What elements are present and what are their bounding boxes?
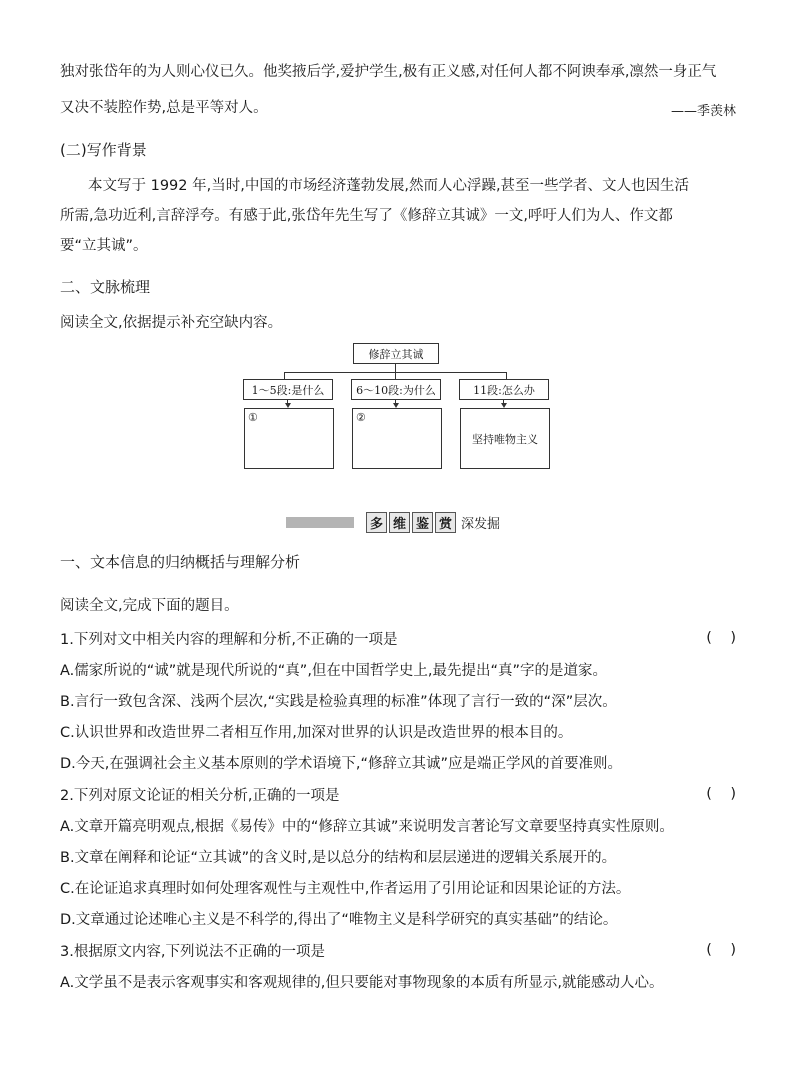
banner-char-3: 鉴	[412, 512, 433, 533]
intro-line-2: 又决不装腔作势,总是平等对人。	[60, 100, 268, 116]
background-line-2: 所需,急功近利,言辞浮夸。有感于此,张岱年先生写了《修辞立其诚》一文,呼吁人们为人、作文都	[60, 208, 673, 224]
diagram-content-box-3	[460, 408, 550, 469]
question-2-stem: 2.下列对原文论证的相关分析,正确的一项是	[60, 788, 340, 804]
question-3-option-a: A.文学虽不是表示客观事实和客观规律的,但只要能对事物现象的本质有所显示,就能感动人心。	[60, 975, 664, 991]
question-1-option-b: B.言行一致包含深、浅两个层次,“实践是检验真理的标准”体现了言行一致的“深”层次。	[60, 694, 617, 710]
question-1-option-d: D.今天,在强调社会主义基本原则的学术语境下,“修辞立其诚”应是端正学风的首要准则。	[60, 756, 623, 772]
diagram-branch-2-label: 6～10段:为什么	[356, 383, 436, 397]
diagram-title: 修辞立其诚	[368, 347, 424, 361]
question-2-option-a: A.文章开篇亮明观点,根据《易传》中的“修辞立其诚”来说明发言著论写文章要坚持真实性原则。	[60, 819, 674, 835]
question-1-option-c: C.认识世界和改造世界二者相互作用,加深对世界的认识是改造世界的根本目的。	[60, 725, 573, 741]
intro-line-1: 独对张岱年的为人则心仪已久。他奖掖后学,爱护学生,极有正义感,对任何人都不阿谀奉承,凛然一身正气	[60, 64, 717, 80]
outline-heading: 二、文脉梳理	[60, 278, 151, 296]
question-3-stem: 3.根据原文内容,下列说法不正确的一项是	[60, 944, 325, 960]
question-2-option-c: C.在论证追求真理时如何处理客观性与主观性中,作者运用了引用论证和因果论证的方法。	[60, 881, 631, 897]
diagram-answer-box-2[interactable]	[352, 408, 442, 469]
diagram-connector-mid	[395, 372, 396, 379]
section-banner	[286, 512, 500, 532]
banner-char-1: 多	[366, 512, 387, 533]
analysis-heading: 一、文本信息的归纳概括与理解分析	[60, 553, 301, 571]
attribution: ——季羡林	[670, 104, 736, 119]
diagram-answer-box-1[interactable]	[244, 408, 334, 469]
question-1-stem: 1.下列对文中相关内容的理解和分析,不正确的一项是	[60, 632, 398, 648]
diagram-connector-right	[506, 372, 507, 379]
analysis-instruction: 阅读全文,完成下面的题目。	[60, 598, 239, 614]
banner-char-4: 赏	[435, 512, 456, 533]
question-2-option-d: D.文章通过论述唯心主义是不科学的,得出了“唯物主义是科学研究的真实基础”的结论。	[60, 912, 618, 928]
diagram-connector-left	[284, 372, 285, 379]
banner-char-2: 维	[389, 512, 410, 533]
diagram-content-3: 坚持唯物主义	[472, 432, 538, 446]
question-2-option-b: B.文章在阐释和论证“立其诚”的含义时,是以总分的结构和层层递进的逻辑关系展开的。	[60, 850, 617, 866]
question-2-answer-slot[interactable]: ( )	[706, 786, 736, 802]
question-3-answer-slot[interactable]: ( )	[706, 942, 736, 958]
diagram-title-box	[353, 343, 439, 364]
banner-bar	[286, 517, 354, 528]
banner-subtitle: 深发掘	[461, 516, 501, 532]
background-heading: (二)写作背景	[60, 141, 147, 159]
diagram-branch-3-label: 11段:怎么办	[473, 383, 535, 397]
structure-diagram	[240, 343, 560, 473]
question-1-answer-slot[interactable]: ( )	[706, 630, 736, 646]
background-line-3: 要“立其诚”。	[60, 238, 148, 254]
diagram-branch-2	[351, 379, 441, 400]
answer-marker-2: ②	[356, 411, 366, 424]
outline-instruction: 阅读全文,依据提示补充空缺内容。	[60, 315, 283, 331]
diagram-branch-3	[459, 379, 549, 400]
answer-marker-1: ①	[248, 411, 258, 424]
background-line-1: 本文写于 1992 年,当时,中国的市场经济蓬勃发展,然而人心浮躁,甚至一些学者、文人也因生活	[88, 178, 690, 194]
diagram-branch-1	[243, 379, 333, 400]
diagram-connector-trunk	[395, 363, 396, 372]
question-1-option-a: A.儒家所说的“诚”就是现代所说的“真”,但在中国哲学史上,最先提出“真”字的是道家。	[60, 663, 608, 679]
diagram-branch-1-label: 1～5段:是什么	[251, 383, 325, 397]
